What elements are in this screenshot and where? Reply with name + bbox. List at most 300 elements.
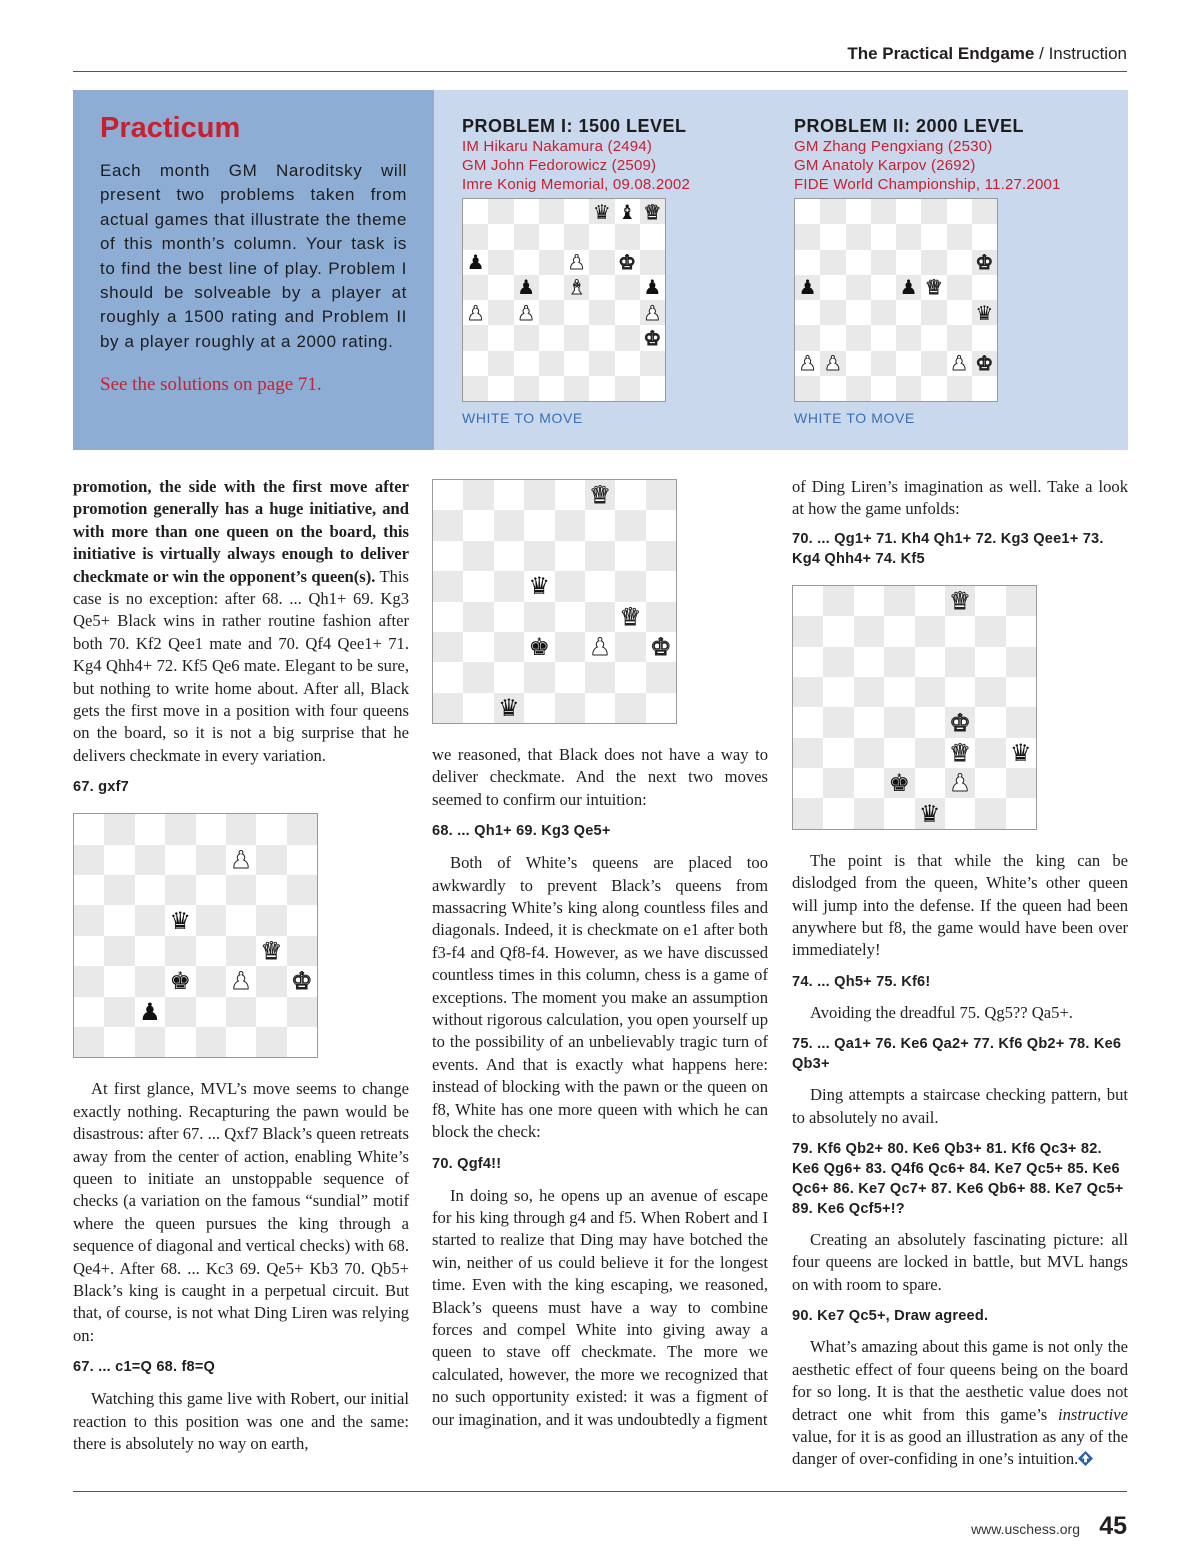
board-square bbox=[287, 905, 317, 935]
board-square bbox=[463, 351, 488, 376]
col3-paragraph-1: of Ding Liren’s imagination as well. Take a look at how the game unfolds: bbox=[792, 477, 1128, 519]
board-square bbox=[1006, 707, 1036, 737]
board-square bbox=[795, 300, 820, 325]
board-square bbox=[494, 662, 524, 692]
white-pawn-icon: ♟ bbox=[949, 769, 971, 798]
col3-move-1: 70. ... Qg1+ 71. Kh4 Qh1+ 72. Kg3 Qee1+ 73. Kg4 Qhh4+ 74. Kf5 bbox=[792, 530, 1104, 567]
board-square bbox=[433, 602, 463, 632]
board-square bbox=[615, 693, 645, 723]
board-square bbox=[104, 966, 134, 996]
board-square bbox=[793, 738, 823, 768]
board-square bbox=[585, 632, 615, 662]
board-square bbox=[433, 571, 463, 601]
white-pawn-icon: ♟ bbox=[517, 300, 536, 325]
board-square bbox=[945, 798, 975, 828]
black-pawn-icon: ♟ bbox=[798, 275, 817, 300]
board-square bbox=[555, 571, 585, 601]
board-square bbox=[564, 351, 589, 376]
board-square bbox=[640, 250, 665, 275]
practicum-title: Practicum bbox=[100, 112, 241, 144]
board-square bbox=[539, 275, 564, 300]
white-queen-icon: ♛ bbox=[643, 199, 662, 224]
board-square bbox=[646, 662, 676, 692]
board-square bbox=[896, 300, 921, 325]
black-pawn-icon: ♟ bbox=[139, 997, 161, 1026]
col1-move-2: 67. ... c1=Q 68. f8=Q bbox=[73, 1359, 216, 1376]
page-header bbox=[73, 44, 1127, 72]
board-square bbox=[488, 224, 513, 249]
black-queen-icon: ♛ bbox=[975, 300, 994, 325]
board-square bbox=[615, 510, 645, 540]
board-square bbox=[256, 875, 286, 905]
board-square bbox=[256, 997, 286, 1027]
board-square bbox=[463, 300, 488, 325]
board-square bbox=[795, 351, 820, 376]
board-square bbox=[196, 905, 226, 935]
board-square bbox=[1006, 586, 1036, 616]
board-square bbox=[854, 798, 884, 828]
board-square bbox=[947, 300, 972, 325]
board-square bbox=[433, 632, 463, 662]
board-square bbox=[1006, 677, 1036, 707]
board-square bbox=[287, 845, 317, 875]
board-square bbox=[945, 677, 975, 707]
board-square bbox=[972, 250, 997, 275]
board-square bbox=[640, 199, 665, 224]
board-square bbox=[104, 845, 134, 875]
board-square bbox=[463, 662, 493, 692]
white-pawn-icon: ♟ bbox=[798, 351, 817, 376]
board-square bbox=[795, 376, 820, 401]
board-square bbox=[539, 199, 564, 224]
white-king-icon: ♚ bbox=[643, 325, 662, 350]
board-square bbox=[615, 275, 640, 300]
problem-2-board bbox=[794, 198, 998, 402]
board-square bbox=[615, 351, 640, 376]
problem-1 bbox=[462, 116, 782, 426]
board-square bbox=[823, 707, 853, 737]
board-square bbox=[514, 224, 539, 249]
col1-paragraph-2: At first glance, MVL’s move seems to change exactly nothing. Recapturing the pawn would be disastrous: after 67. ... Qxf7 Black’s queen retreats away from the center of action, enabling White’s queen to initiate an unstoppable sequence of checks (a variation on the famous “sundial” motif where the queen pursues the king through a sequence of diagonal and vertical checks) with 68. Qe4+. After 68. ... Kc3 69. Qe5+ Kb3 70. Qb5+ Black’s king is caught in a perpetual circuit. But that, of course, is not what Ding Liren was relying on: bbox=[73, 1079, 409, 1345]
board-square bbox=[640, 275, 665, 300]
board-square bbox=[555, 662, 585, 692]
board-square bbox=[820, 351, 845, 376]
board-square bbox=[975, 768, 1005, 798]
problem-1-board bbox=[462, 198, 666, 402]
board-square bbox=[463, 199, 488, 224]
white-king-icon: ♚ bbox=[975, 250, 994, 275]
board-square bbox=[74, 997, 104, 1027]
white-queen-icon: ♛ bbox=[589, 481, 611, 510]
white-pawn-icon: ♟ bbox=[230, 845, 252, 874]
board-square bbox=[564, 224, 589, 249]
board-square bbox=[287, 966, 317, 996]
col3-paragraph-4: Ding attempts a staircase checking pattern, but to absolutely no avail. bbox=[792, 1085, 1128, 1127]
practicum-problems bbox=[434, 90, 1128, 450]
board-square bbox=[104, 875, 134, 905]
board-square bbox=[524, 602, 554, 632]
board-square bbox=[921, 300, 946, 325]
board-square bbox=[433, 693, 463, 723]
col2-board bbox=[432, 479, 677, 724]
problem-2 bbox=[794, 116, 1114, 426]
board-square bbox=[488, 250, 513, 275]
board-square bbox=[915, 647, 945, 677]
board-square bbox=[463, 693, 493, 723]
board-square bbox=[975, 586, 1005, 616]
board-square bbox=[896, 325, 921, 350]
board-square bbox=[975, 738, 1005, 768]
board-square bbox=[488, 199, 513, 224]
board-square bbox=[795, 325, 820, 350]
board-square bbox=[539, 224, 564, 249]
board-square bbox=[196, 814, 226, 844]
white-queen-icon: ♛ bbox=[619, 602, 642, 631]
white-pawn-icon: ♟ bbox=[950, 351, 969, 376]
board-square bbox=[165, 936, 195, 966]
board-square bbox=[463, 250, 488, 275]
practicum-text: Each month GM Naroditsky will present two problems taken from actual games that illustrate the theme of this month’s column. Your task is to find the best line of play. Problem I should be solveable by a player at roughly a 1500 rating and Problem II by a player roughly at a 2000 rating. bbox=[100, 161, 407, 351]
black-queen-icon: ♛ bbox=[918, 799, 941, 828]
board-square bbox=[820, 325, 845, 350]
board-square bbox=[640, 351, 665, 376]
board-square bbox=[226, 875, 256, 905]
board-square bbox=[256, 905, 286, 935]
col3-p6-b: value, for it is as good an illustration as any of the danger of over-confiding in one’s intuition. bbox=[792, 1426, 1128, 1469]
board-square bbox=[947, 199, 972, 224]
white-king-icon: ♚ bbox=[949, 708, 971, 737]
board-square bbox=[589, 224, 614, 249]
problem-2-white: GM Zhang Pengxiang (2530) bbox=[794, 138, 993, 155]
white-pawn-icon: ♟ bbox=[823, 351, 842, 376]
board-square bbox=[615, 376, 640, 401]
board-square bbox=[615, 224, 640, 249]
board-square bbox=[135, 1027, 165, 1057]
board-square bbox=[846, 250, 871, 275]
board-square bbox=[433, 510, 463, 540]
board-square bbox=[585, 571, 615, 601]
board-square bbox=[823, 768, 853, 798]
board-square bbox=[589, 199, 614, 224]
board-square bbox=[921, 250, 946, 275]
problem-1-black: GM John Fedorowicz (2509) bbox=[462, 157, 657, 174]
board-square bbox=[921, 351, 946, 376]
board-square bbox=[589, 300, 614, 325]
board-square bbox=[915, 677, 945, 707]
board-square bbox=[972, 300, 997, 325]
board-square bbox=[921, 199, 946, 224]
white-pawn-icon: ♟ bbox=[466, 300, 485, 325]
black-pawn-icon: ♟ bbox=[466, 250, 485, 275]
board-square bbox=[846, 275, 871, 300]
board-square bbox=[854, 647, 884, 677]
board-square bbox=[196, 845, 226, 875]
board-square bbox=[463, 541, 493, 571]
board-square bbox=[494, 693, 524, 723]
board-square bbox=[514, 376, 539, 401]
board-square bbox=[494, 632, 524, 662]
board-square bbox=[947, 275, 972, 300]
board-square bbox=[589, 351, 614, 376]
board-square bbox=[646, 632, 676, 662]
board-square bbox=[820, 224, 845, 249]
board-square bbox=[463, 632, 493, 662]
white-queen-icon: ♛ bbox=[949, 738, 971, 767]
white-king-icon: ♚ bbox=[650, 633, 672, 662]
footer-url[interactable]: www.uschess.org bbox=[971, 1521, 1080, 1537]
col3-paragraph-5: Creating an absolutely fascinating picture: all four queens are locked in battle, but MVL hangs on with room to spare. bbox=[792, 1230, 1128, 1294]
board-square bbox=[871, 275, 896, 300]
board-square bbox=[564, 376, 589, 401]
board-square bbox=[884, 798, 914, 828]
board-square bbox=[463, 376, 488, 401]
board-square bbox=[915, 768, 945, 798]
board-square bbox=[846, 376, 871, 401]
board-square bbox=[514, 199, 539, 224]
problem-1-to-move: WHITE TO MOVE bbox=[462, 410, 583, 426]
board-square bbox=[615, 632, 645, 662]
board-square bbox=[433, 541, 463, 571]
board-square bbox=[287, 936, 317, 966]
board-square bbox=[823, 647, 853, 677]
board-square bbox=[589, 325, 614, 350]
board-square bbox=[165, 966, 195, 996]
board-square bbox=[854, 738, 884, 768]
board-square bbox=[135, 905, 165, 935]
board-square bbox=[921, 325, 946, 350]
board-square bbox=[646, 480, 676, 510]
board-square bbox=[640, 224, 665, 249]
board-square bbox=[615, 480, 645, 510]
board-square bbox=[494, 541, 524, 571]
board-square bbox=[104, 814, 134, 844]
board-square bbox=[947, 250, 972, 275]
board-square bbox=[975, 798, 1005, 828]
col2-paragraph-2: Both of White’s queens are placed too awkwardly to prevent Black’s queens from massacring White’s king along countless files and diagonals. Indeed, it is checkmate on e1 after both f3-f4 and Qf8-f4. However, as we have discussed countless times in this column, chess is a game of exceptions. The moment you make an assumption without rigorous calculation, you open yourself up to the possibility of an unbelievably tragic turn of events. And that is exactly what happens here: instead of blocking with the pawn or the queen on f8, White has one more queen with which he can block the check: bbox=[432, 853, 768, 1142]
board-square bbox=[640, 300, 665, 325]
board-square bbox=[646, 541, 676, 571]
board-square bbox=[793, 677, 823, 707]
board-square bbox=[945, 768, 975, 798]
black-king-icon: ♚ bbox=[528, 633, 551, 662]
board-square bbox=[555, 510, 585, 540]
black-queen-icon: ♛ bbox=[169, 906, 192, 935]
black-pawn-icon: ♟ bbox=[517, 275, 536, 300]
board-square bbox=[539, 325, 564, 350]
col3-move-2: 74. ... Qh5+ 75. Kf6! bbox=[792, 973, 931, 990]
board-square bbox=[884, 738, 914, 768]
board-square bbox=[793, 616, 823, 646]
board-square bbox=[921, 224, 946, 249]
board-square bbox=[972, 376, 997, 401]
problem-1-title: PROBLEM I: 1500 LEVEL bbox=[462, 116, 687, 136]
board-square bbox=[823, 798, 853, 828]
board-square bbox=[514, 275, 539, 300]
board-square bbox=[463, 510, 493, 540]
board-square bbox=[74, 814, 104, 844]
board-square bbox=[854, 677, 884, 707]
board-square bbox=[226, 1027, 256, 1057]
board-square bbox=[589, 275, 614, 300]
board-square bbox=[795, 224, 820, 249]
board-square bbox=[524, 662, 554, 692]
col2-move-2: 70. Qgf4!! bbox=[432, 1155, 502, 1172]
board-square bbox=[488, 376, 513, 401]
board-square bbox=[463, 224, 488, 249]
board-square bbox=[945, 647, 975, 677]
board-square bbox=[884, 768, 914, 798]
col3-move-5: 90. Ke7 Qc5+, Draw agreed. bbox=[792, 1308, 989, 1325]
board-square bbox=[646, 693, 676, 723]
board-square bbox=[555, 632, 585, 662]
board-square bbox=[793, 647, 823, 677]
board-square bbox=[921, 275, 946, 300]
board-square bbox=[463, 602, 493, 632]
board-square bbox=[463, 325, 488, 350]
board-square bbox=[896, 250, 921, 275]
board-square bbox=[820, 199, 845, 224]
column-3 bbox=[792, 476, 1128, 1471]
col3-paragraph-2: The point is that while the king can be dislodged from the queen, White’s other queen will jump into the defense. If the queen had been anywhere but f8, the game would have been over immediately! bbox=[792, 850, 1128, 960]
board-square bbox=[846, 224, 871, 249]
board-square bbox=[104, 1027, 134, 1057]
board-square bbox=[564, 325, 589, 350]
board-square bbox=[564, 300, 589, 325]
problem-2-to-move: WHITE TO MOVE bbox=[794, 410, 915, 426]
board-square bbox=[104, 905, 134, 935]
board-square bbox=[135, 936, 165, 966]
board-square bbox=[871, 351, 896, 376]
black-pawn-icon: ♟ bbox=[643, 275, 662, 300]
col1-board bbox=[73, 813, 318, 1058]
solutions-link[interactable]: See the solutions on page 71. bbox=[100, 374, 322, 396]
board-square bbox=[256, 845, 286, 875]
board-square bbox=[585, 602, 615, 632]
board-square bbox=[871, 325, 896, 350]
board-square bbox=[226, 936, 256, 966]
black-king-icon: ♚ bbox=[169, 967, 192, 996]
white-king-icon: ♚ bbox=[618, 250, 637, 275]
board-square bbox=[823, 616, 853, 646]
board-square bbox=[196, 997, 226, 1027]
board-square bbox=[524, 571, 554, 601]
board-square bbox=[585, 541, 615, 571]
board-square bbox=[972, 224, 997, 249]
col1-p1-rest: This case is no exception: after 68. ... Qh1+ 69. Kg3 Qe5+ Black wins in rather routine fashion after both 70. Kf2 Qee1 mate and 70. Qf4 Qee1+ 71. Kg4 Qhh4+ 72. Kf5 Qe6 mate. Elegant to be sure, but nothing to write home about. After all, Black gets the first move in a position with four queens on the board, so it is not a big surprise that he delivers checkmate in every variation. bbox=[73, 566, 410, 765]
board-square bbox=[945, 616, 975, 646]
board-square bbox=[494, 510, 524, 540]
black-queen-icon: ♛ bbox=[528, 572, 551, 601]
board-square bbox=[524, 693, 554, 723]
col1-p1-bold: promotion, the side with the first move after promotion generally has a huge initiative, and with more than one queen on the board, this initiative is virtually always enough to deliver checkmate or win the opponent’s queen(s). bbox=[73, 477, 409, 586]
board-square bbox=[820, 250, 845, 275]
page-number: 45 bbox=[1099, 1512, 1127, 1540]
board-square bbox=[820, 275, 845, 300]
board-square bbox=[795, 250, 820, 275]
board-square bbox=[165, 814, 195, 844]
board-square bbox=[104, 997, 134, 1027]
black-queen-icon: ♛ bbox=[592, 199, 611, 224]
white-bishop-icon: ♝ bbox=[567, 275, 586, 300]
board-square bbox=[823, 738, 853, 768]
board-square bbox=[589, 250, 614, 275]
board-square bbox=[196, 966, 226, 996]
board-square bbox=[555, 541, 585, 571]
white-pawn-icon: ♟ bbox=[567, 250, 586, 275]
board-square bbox=[135, 875, 165, 905]
white-king-icon: ♚ bbox=[975, 351, 994, 376]
board-square bbox=[488, 300, 513, 325]
board-square bbox=[196, 875, 226, 905]
header-slash: / bbox=[1034, 44, 1049, 63]
board-square bbox=[793, 586, 823, 616]
board-square bbox=[615, 602, 645, 632]
board-square bbox=[615, 571, 645, 601]
board-square bbox=[74, 845, 104, 875]
board-square bbox=[433, 662, 463, 692]
board-square bbox=[846, 300, 871, 325]
white-queen-icon: ♛ bbox=[260, 936, 283, 965]
header-series: The Practical Endgame bbox=[847, 44, 1035, 63]
board-square bbox=[135, 997, 165, 1027]
white-king-icon: ♚ bbox=[291, 967, 313, 996]
board-square bbox=[615, 541, 645, 571]
board-square bbox=[884, 707, 914, 737]
board-square bbox=[884, 677, 914, 707]
board-square bbox=[854, 707, 884, 737]
board-square bbox=[646, 602, 676, 632]
board-square bbox=[514, 351, 539, 376]
board-square bbox=[514, 300, 539, 325]
board-square bbox=[514, 250, 539, 275]
board-square bbox=[196, 1027, 226, 1057]
board-square bbox=[226, 845, 256, 875]
board-square bbox=[494, 602, 524, 632]
board-square bbox=[646, 571, 676, 601]
problem-2-title: PROBLEM II: 2000 LEVEL bbox=[794, 116, 1025, 136]
col3-paragraph-6 bbox=[792, 1336, 1128, 1470]
board-square bbox=[488, 351, 513, 376]
board-square bbox=[463, 571, 493, 601]
problem-1-white: IM Hikaru Nakamura (2494) bbox=[462, 138, 653, 155]
white-queen-icon: ♛ bbox=[924, 275, 943, 300]
board-square bbox=[1006, 798, 1036, 828]
board-square bbox=[585, 510, 615, 540]
board-square bbox=[615, 300, 640, 325]
board-square bbox=[555, 693, 585, 723]
board-square bbox=[945, 707, 975, 737]
board-square bbox=[226, 997, 256, 1027]
board-square bbox=[915, 616, 945, 646]
board-square bbox=[896, 224, 921, 249]
board-square bbox=[539, 376, 564, 401]
board-square bbox=[135, 814, 165, 844]
board-square bbox=[226, 814, 256, 844]
board-square bbox=[74, 905, 104, 935]
board-square bbox=[165, 875, 195, 905]
board-square bbox=[585, 480, 615, 510]
board-square bbox=[975, 677, 1005, 707]
board-square bbox=[494, 571, 524, 601]
board-square bbox=[884, 616, 914, 646]
board-square bbox=[846, 325, 871, 350]
board-square bbox=[972, 199, 997, 224]
board-square bbox=[524, 541, 554, 571]
board-square bbox=[793, 707, 823, 737]
board-square bbox=[488, 325, 513, 350]
board-square bbox=[915, 738, 945, 768]
board-square bbox=[1006, 738, 1036, 768]
